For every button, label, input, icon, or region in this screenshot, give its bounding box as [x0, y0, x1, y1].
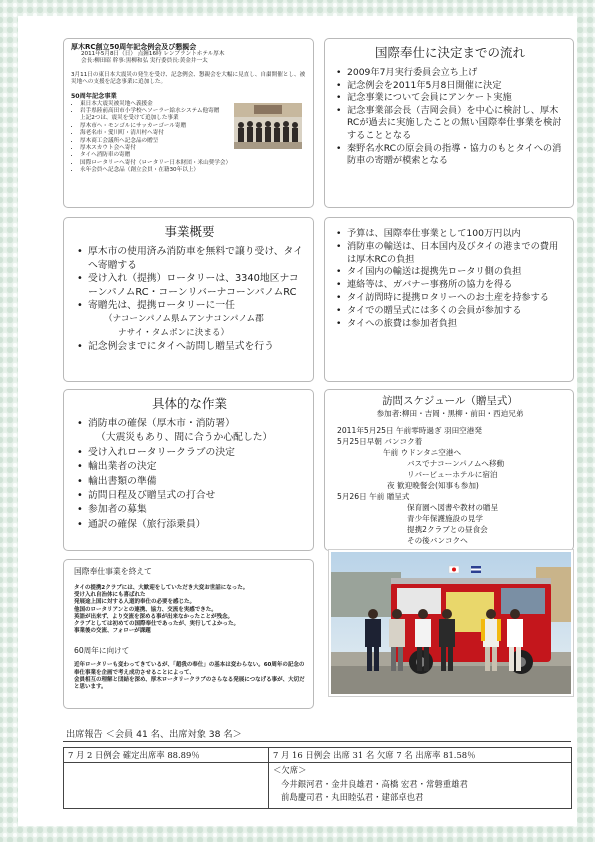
schedule-line: 5月26日 午前 贈呈式 [337, 492, 410, 501]
concrete-tasks-list [74, 417, 305, 532]
fire-truck-ceremony-photo [331, 552, 571, 694]
task-item: • 訪問日程及び贈呈式の打合せ [74, 489, 305, 503]
schedule-line: リバービューホテルに宿泊 [407, 470, 498, 479]
project-item: • 厚木市へ・モンゴルにサッカーゴール寄贈 [80, 123, 230, 130]
flow-item: • 2009年7月実行委員会立ち上げ [333, 67, 567, 80]
meeting-jul2-body [64, 763, 269, 809]
anniversary-title: 厚木RC創立50周年記念例会及び懇親会 [71, 43, 197, 51]
overview-item: • 寄贈先は、提携ロータリーに一任 [74, 299, 305, 313]
anniversary-event-box [63, 38, 314, 208]
event-date: 2011年5月8日（日） 点鐘16時 レンブラントホテル厚木 [81, 51, 225, 57]
visit-schedule-title: 訪問スケジュール（贈呈式） [382, 395, 518, 407]
sixtieth-line: 会員相互の理解と団結を深め、厚木ロータリークラブのさらなる発展につなげる事が、大切だと思います。 [74, 676, 305, 691]
overview-item: • 受け入れ（提携）ロータリーは、3340地区ナコーンパノムRC・コーンリバーナコーンパノムRC [74, 272, 305, 299]
newsletter-page [18, 16, 577, 826]
projects-heading: 50周年記念事業 [71, 92, 117, 100]
group-photo-small [234, 103, 302, 149]
schedule-line: 2011年5月25日 午前零時過ぎ 羽田空港発 [337, 426, 482, 435]
project-item: • 厚木商工会議所へ記念品の贈呈 [80, 138, 230, 145]
meeting-jul16-header: 7 月 16 日例会 出席 31 名 欠席 7 名 出席率 81.58％ [269, 748, 572, 763]
reflection-line: 他国のロータリアンとの連携、協力、交流を実感できた。 [74, 606, 217, 613]
reflection-title: 国際奉仕事業を終えて [74, 567, 152, 576]
task-subnote: （大震災もあり、間に合うか心配した） [96, 432, 273, 444]
meeting-jul16-body [269, 763, 572, 809]
task-item: • 輸出書類の準備 [74, 475, 305, 489]
condition-item: • 消防車の輸送は、日本国内及びタイの港までの費用は厚木RCの負担 [333, 241, 567, 267]
decision-flow-list [333, 67, 567, 168]
overview-subnote: （ナコーンパノム県ムアンナコンパノム郡 [104, 313, 264, 324]
reflection-line: 発展途上国に対する人道的奉仕の必要を感じた。 [74, 599, 196, 606]
task-item: • 消防車の確保（厚木市・消防署） [74, 417, 305, 431]
budget-conditions-list [333, 228, 567, 330]
attendance-heading: 出席報告 ＜会員 41 名、出席対象 38 名＞ [66, 729, 242, 740]
concrete-tasks-box [63, 389, 314, 551]
condition-item: • 予算は、国際奉仕事業として100万円以内 [333, 228, 567, 241]
absent-label: ＜欠席＞ [273, 765, 307, 775]
absent-list-line: 前島慶司君・丸田睦弘君・建部卓也君 [281, 792, 424, 802]
reflection-text [74, 585, 305, 635]
projects-list [71, 101, 230, 175]
absent-list-line: 今井銀河君・金井良雄君・高橋 宏君・常磐重雄君 [281, 778, 468, 789]
overview-item: • 厚木市の使用済み消防車を無料で譲り受け、タイへ寄贈する [74, 245, 305, 272]
flow-item: • 記念事業部会長（吉岡会員）を中心に検討し、厚木RCが過去に実施したことの無い国際奉仕事業を検討することとなる [333, 105, 567, 143]
project-overview-box [63, 217, 314, 382]
meeting-jul2-header: 7 月 2 日例会 確定出席率 88.89％ [64, 748, 269, 763]
project-item: • 永年会員へ記念品（創立会員・在籍30年以上） [80, 167, 230, 174]
visit-schedule-box [324, 389, 574, 551]
project-item: • 国際ロータリーへ寄付（ロータリー日本財団・米山奨学会） [80, 160, 230, 167]
reflection-line: 受け入れ自治体にも喜ばれた [74, 592, 146, 599]
reflection-line: 英語が出来ず、より交流を深める事が出来なかったことが残念。 [74, 613, 234, 620]
sixtieth-line: 近年ロータリーも変わってきているが、「超我の奉仕」の基本は変わらない。60周年の記念の奉仕事業を企画で考え成功させることによって、 [74, 662, 305, 676]
attendance-rule [63, 741, 571, 742]
budget-conditions-box [324, 217, 574, 382]
condition-item: • タイでの贈呈式には多くの会員が参加する [333, 305, 567, 318]
condition-item: • 連絡等は、ガバナー事務所の協力を得る [333, 279, 567, 292]
event-officers: 会長:柳田昭 幹事:黒柳和弘 実行委員長:黄金井一太 [81, 58, 208, 65]
visit-participants: 参加者:柳田・吉岡・黒柳・前田・西迫兄弟 [376, 409, 524, 418]
reflection-box [63, 559, 314, 709]
task-item: • 受け入れロータリークラブの決定 [74, 446, 305, 460]
schedule-line: その後バンコクへ [407, 536, 468, 545]
reflection-line: クラブとしては初めての国際奉仕であったが、実行してよかった。 [74, 621, 239, 628]
project-item: • 厚木スカウト会へ寄付 [80, 145, 230, 152]
schedule-line: 夜 歓迎晩餐会(知事も参加) [387, 481, 479, 490]
ceremony-photo-frame [328, 549, 574, 697]
sixtieth-text [74, 662, 305, 691]
task-item: • 輸出業者の決定 [74, 460, 305, 474]
project-overview-list [74, 245, 305, 354]
project-item: • 海老名市・愛川町・清川村へ寄付 [80, 130, 230, 137]
schedule-line: 提携2クラブとの昼食会 [407, 525, 488, 534]
condition-item: • タイ国内の輸送は提携先ロータリ側の負担 [333, 266, 567, 279]
event-intro: 3月11日の東日本大震災の発生を受け、記念例会、懇親会を大幅に見直し、自粛開催とし、被災地への支援を記念事業に追加した。 [71, 71, 306, 86]
decision-flow-box [324, 38, 574, 208]
schedule-line: 午前 ウドンタニ空港へ [383, 448, 462, 457]
attendance-header-row [64, 748, 572, 763]
schedule-line: 保育園へ図書や教材の贈呈 [407, 503, 499, 512]
decision-flow-title: 国際奉仕に決定までの流れ [374, 45, 525, 60]
schedule-line: 5月25日早朝 バンコク着 [337, 437, 423, 446]
attendance-body-row [64, 763, 572, 809]
project-item: • タイへ消防車の寄贈 [80, 152, 230, 159]
task-item: • 参加者の募集 [74, 503, 305, 517]
condition-item: • タイ訪問時に提携ロタリーへのお土産を持参する [333, 292, 567, 305]
reflection-line: タイの提携2クラブには、大歓迎をしていただき大変お世話になった。 [74, 585, 249, 591]
schedule-line: バスでナコーンパノムへ移動 [407, 459, 505, 468]
project-item: 上記2つは、震災を受けて追加した事業 [80, 115, 179, 122]
flow-item: • 記念事業について会員にアンケート実施 [333, 92, 567, 105]
project-overview-title: 事業概要 [164, 224, 215, 239]
overview-item: • 記念例会までにタイへ訪問し贈呈式を行う [74, 340, 305, 354]
task-item: • 通訳の確保（旅行添乗員） [74, 518, 305, 532]
sixtieth-heading: 60周年に向けて [74, 646, 130, 656]
visit-schedule-lines [333, 425, 567, 546]
reflection-line: 事業後の交流、フォローが課題 [74, 628, 151, 635]
concrete-tasks-title: 具体的な作業 [151, 396, 227, 411]
overview-subnote: ナサイ・タムボンに決まる） [118, 327, 230, 338]
flow-item: • 秦野名水RCの原会員の指導・協力のもとタイへの消防車の寄贈が模索となる [333, 143, 567, 168]
condition-item: • タイへの旅費は参加者負担 [333, 318, 567, 331]
project-item: • 岩手県陸前高田市小学校へソーラー給水システム他寄贈 [80, 108, 230, 115]
attendance-table [63, 747, 572, 809]
schedule-line: 青少年保護施設の見学 [407, 514, 483, 523]
flow-item: • 記念例会を2011年5月8日開催に決定 [333, 80, 567, 93]
project-item: • 東日本大震災被災地へ義援金 [80, 101, 230, 108]
